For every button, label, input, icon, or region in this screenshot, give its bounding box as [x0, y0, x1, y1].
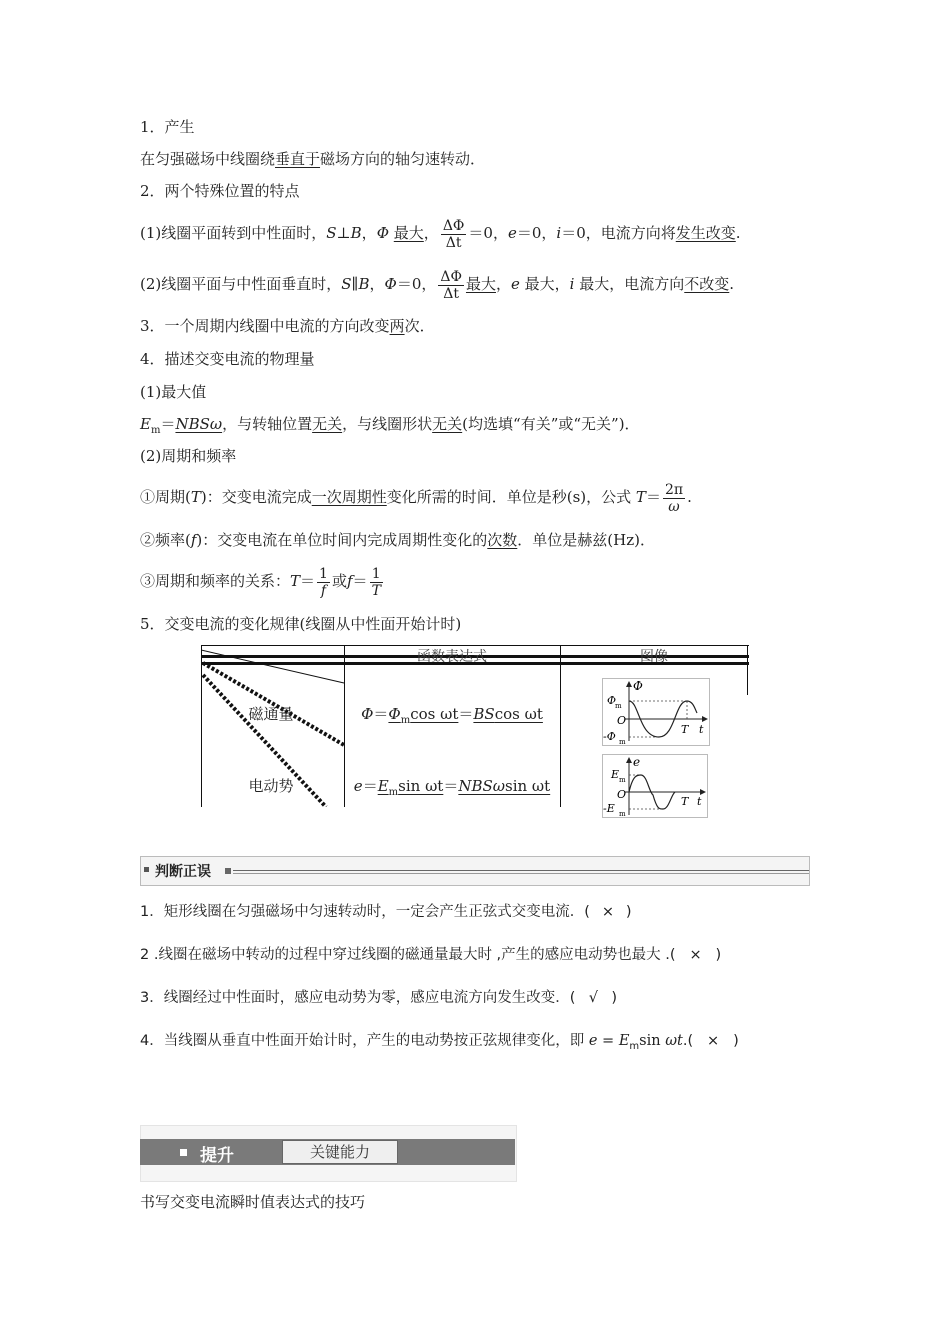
- parallel-symbol: ∥: [351, 275, 359, 293]
- q2-text: 2 .线圈在磁场中转动的过程中穿过线圈的磁通量最大时 ,产生的感应电动势也最大 .(: [140, 947, 676, 963]
- s2-l1-a: (1)线圈平面转到中性面时，: [140, 224, 327, 242]
- s2-l2-c: ，: [369, 275, 385, 293]
- dphi-dt-fraction-2: [438, 269, 464, 302]
- table-col-divider2: [560, 645, 561, 807]
- em-c: (均选填“有关”或“无关”)．: [462, 415, 640, 433]
- judge-q4: [140, 1031, 739, 1057]
- judge-title: 判断正误: [155, 864, 211, 880]
- emf-y-arrow-icon: [626, 757, 632, 763]
- r2-g: sin ωt: [505, 777, 551, 795]
- var-e: e: [507, 224, 517, 242]
- r1-csub: m: [400, 715, 411, 726]
- frac-den: Δt: [445, 234, 462, 251]
- p3-n2: 1: [370, 566, 383, 583]
- var-s: S: [326, 224, 337, 242]
- var-f: f: [190, 531, 197, 549]
- flux-y-label: Φ: [633, 679, 643, 693]
- judge-q3: [140, 988, 617, 1008]
- s3-answer: 两: [389, 317, 405, 335]
- flux-y-arrow-icon: [626, 681, 632, 687]
- var-phi: Φ: [376, 224, 389, 242]
- s2-l2-g: 最大，电流方向: [574, 275, 685, 293]
- col-header-graph: 图像: [640, 649, 668, 665]
- flux-graph-svg: [603, 679, 709, 745]
- s1-text-a: 在匀强磁场中线圈绕: [140, 150, 276, 168]
- r1-a: Φ: [361, 705, 374, 723]
- flux-t-label: t: [699, 723, 704, 736]
- row-emf-label: 电动势: [248, 777, 294, 795]
- row-emf-expression: [344, 775, 560, 798]
- var-t2: T: [635, 488, 646, 506]
- p3-a: ③周期和频率的关系：: [140, 572, 291, 590]
- var-i: i: [556, 224, 562, 242]
- em-sub: m: [150, 425, 161, 436]
- r2-f: NBSω: [458, 777, 505, 795]
- emf-ym-sub: m: [619, 776, 626, 784]
- r2-d: sin ωt: [398, 777, 444, 795]
- flux-graph: [602, 678, 710, 746]
- q4-wt: ωt: [665, 1033, 683, 1049]
- flux-T-label: T: [681, 723, 689, 736]
- row-flux-label: 磁通量: [248, 705, 294, 723]
- p1-c: 变化所需的时间．单位是秒(s)，公式: [386, 488, 636, 506]
- r2-a: e: [353, 777, 363, 795]
- bullet-square-icon: [144, 867, 149, 872]
- s2-l1-e: ＝0，: [468, 224, 508, 242]
- s2-l1-g: ＝0，电流方向将: [561, 224, 676, 242]
- col-header-expression: 函数表达式: [417, 649, 487, 665]
- flux-ym-sub: m: [615, 702, 622, 710]
- p1-end: .: [687, 488, 692, 506]
- s4-relation-line: [140, 562, 385, 600]
- s2-l2-f: 最大，: [519, 275, 570, 293]
- emf-graph-svg: [603, 755, 707, 817]
- period-fraction: [663, 482, 685, 515]
- emf-t-label: t: [697, 795, 702, 808]
- q4-close: ): [733, 1033, 739, 1049]
- emf-neg-label: -E: [603, 802, 615, 815]
- q2-close: ): [715, 947, 722, 963]
- s4-period-line: [140, 478, 692, 516]
- p2-b: )：交变电流在单位时间内完成周期性变化的: [196, 531, 488, 549]
- q4-E: E: [618, 1033, 630, 1049]
- emf-ym-label: E: [611, 768, 620, 781]
- s1-text: [140, 149, 485, 169]
- var-b2: B: [358, 275, 370, 293]
- r1-g: cos ωt: [494, 705, 543, 723]
- emf-T-label: T: [681, 795, 689, 808]
- r1-e: ＝: [458, 705, 474, 723]
- flux-x-arrow-icon: [702, 716, 708, 722]
- q3-answer: √: [588, 990, 599, 1006]
- s2-l2-answer1: 最大: [465, 275, 496, 293]
- r1-b: ＝: [373, 705, 389, 723]
- banner2-bullet-icon: [180, 1149, 187, 1156]
- perp-symbol: ⊥: [336, 224, 351, 242]
- s2-l2-a: (2)线圈平面与中性面垂直时，: [140, 275, 342, 293]
- s3-a: 3．一个周期内线圈中电流的方向改变: [140, 317, 390, 335]
- s2-line1: [140, 216, 741, 251]
- s4-em-line: [140, 414, 640, 441]
- em-a: ，与转轴位置: [222, 415, 313, 433]
- s2-l1-answer2: 发生改变: [675, 224, 736, 242]
- s2-l2-answer2: 不改变: [684, 275, 730, 293]
- s4-sub2: (2)周期和频率: [140, 447, 237, 465]
- r1-c: Φ: [388, 705, 401, 723]
- p2-c: ．单位是赫兹(Hz)．: [517, 531, 655, 549]
- s4-freq-line: [140, 530, 655, 550]
- r2-b: ＝: [362, 777, 378, 795]
- frac-num-2: ΔΦ: [440, 268, 462, 285]
- judge-q2: [140, 945, 721, 965]
- q1-answer: ×: [601, 904, 614, 920]
- r2-c: E: [377, 777, 389, 795]
- em-answer2: 无关: [312, 415, 343, 433]
- em-eq: ＝: [160, 415, 176, 433]
- em-b: ，与线圈形状: [342, 415, 433, 433]
- s1-text-b: 磁场方向的轴匀速转动．: [320, 150, 486, 168]
- banner2-tag: 提升: [200, 1146, 234, 1166]
- var-b: B: [350, 224, 362, 242]
- var-t: T: [190, 488, 201, 506]
- q4-end: .(: [682, 1033, 694, 1049]
- s2-l1-d: ，: [423, 224, 439, 242]
- ability-banner: [140, 1125, 515, 1180]
- p2-a: ②频率(: [140, 531, 191, 549]
- q4-answer: ×: [707, 1033, 720, 1049]
- s2-l1-f: ＝0，: [516, 224, 557, 242]
- banner-rule-2: [233, 873, 809, 874]
- q1-text: 1．矩形线圈在匀强磁场中匀速转动时，一定会产生正弦式交变电流．(: [140, 904, 590, 920]
- s5-heading: 5．交变电流的变化规律(线圈从中性面开始计时): [140, 615, 462, 633]
- p3-d1: f: [320, 582, 327, 599]
- s2-l1-answer1: 最大: [393, 224, 424, 242]
- flux-neg-sub: m: [619, 738, 626, 745]
- one-over-f: [317, 566, 330, 599]
- q4-e: e: [588, 1033, 598, 1049]
- p1-num: 2π: [664, 481, 684, 498]
- emf-neg-sub: m: [619, 810, 626, 817]
- dphi-dt-fraction: [441, 218, 467, 251]
- judge-q1: [140, 902, 632, 922]
- var-e2: e: [511, 275, 520, 293]
- q4-sub: m: [629, 1040, 640, 1052]
- s1-answer: 垂直于: [275, 150, 321, 168]
- p1-b: )：交变电流完成: [200, 488, 312, 506]
- s2-l1-h: .: [735, 224, 741, 242]
- q4-eq: =: [597, 1033, 619, 1049]
- q4-text: 4．当线圈从垂直中性面开始计时，产生的电动势按正弦规律变化，即: [140, 1033, 589, 1049]
- judge-banner: [140, 856, 810, 886]
- r2-e: ＝: [443, 777, 459, 795]
- s2-line2: [140, 267, 734, 302]
- em-answer3: 无关: [432, 415, 463, 433]
- var-phi2: Φ: [384, 275, 397, 293]
- p3-n1: 1: [319, 565, 328, 582]
- q3-text: 3．线圈经过中性面时，感应电动势为零，感应电流方向发生改变．(: [140, 990, 576, 1006]
- p1-a: ①周期(: [140, 488, 191, 506]
- var-s2: S: [341, 275, 352, 293]
- s3-line: [140, 316, 435, 336]
- p1-answer: 一次周期性: [311, 488, 387, 506]
- banner-dot-icon: [225, 868, 231, 874]
- r1-f: BS: [473, 705, 495, 723]
- em-answer: NBSω: [175, 415, 223, 433]
- var-t3: T: [290, 572, 301, 590]
- p3-eq2: ＝: [352, 572, 368, 590]
- p3-eq: ＝: [300, 572, 316, 590]
- flux-neg-label: -Φ: [603, 730, 616, 743]
- banner2-label: 关键能力: [282, 1140, 398, 1164]
- var-i2: i: [569, 275, 575, 293]
- q4-sin: sin: [639, 1033, 666, 1049]
- q3-close: ): [611, 990, 618, 1006]
- banner-rule: [233, 870, 809, 871]
- skill-title: 书写交变电流瞬时值表达式的技巧: [140, 1193, 366, 1211]
- var-em: E: [140, 415, 151, 433]
- s2-l2-h: .: [729, 275, 735, 293]
- emf-origin-label: O: [617, 788, 627, 801]
- s4-sub1: (1)最大值: [140, 383, 207, 401]
- s1-heading: 1．产生: [140, 118, 195, 136]
- p1-eq: ＝: [645, 488, 661, 506]
- p3-d2: T: [371, 582, 381, 599]
- diag-line-1: [201, 650, 344, 683]
- s2-l2-e: ，: [495, 275, 511, 293]
- frac-num: ΔΦ: [442, 217, 465, 234]
- row-flux-expression: [344, 703, 560, 726]
- s4-heading: 4．描述交变电流的物理量: [140, 350, 315, 368]
- p2-answer: 次数: [487, 531, 518, 549]
- one-over-t: [370, 566, 383, 599]
- flux-origin-label: O: [617, 714, 627, 727]
- s2-l2-d: ＝0，: [396, 275, 437, 293]
- q1-close: ): [625, 904, 632, 920]
- emf-y-label: e: [633, 755, 641, 769]
- q2-answer: ×: [689, 947, 702, 963]
- s3-b: 次．: [404, 317, 435, 335]
- emf-graph: [602, 754, 708, 818]
- frac-den-2: Δt: [443, 285, 460, 302]
- p1-den: ω: [668, 498, 680, 515]
- s2-heading: 2．两个特殊位置的特点: [140, 182, 300, 200]
- r1-d: cos ωt: [410, 705, 459, 723]
- r2-csub: m: [388, 787, 399, 798]
- p3-or: 或: [331, 572, 347, 590]
- s2-l1-c: ，: [361, 224, 377, 242]
- var-f2: f: [346, 572, 353, 590]
- flux-ym-label: Φ: [607, 694, 617, 707]
